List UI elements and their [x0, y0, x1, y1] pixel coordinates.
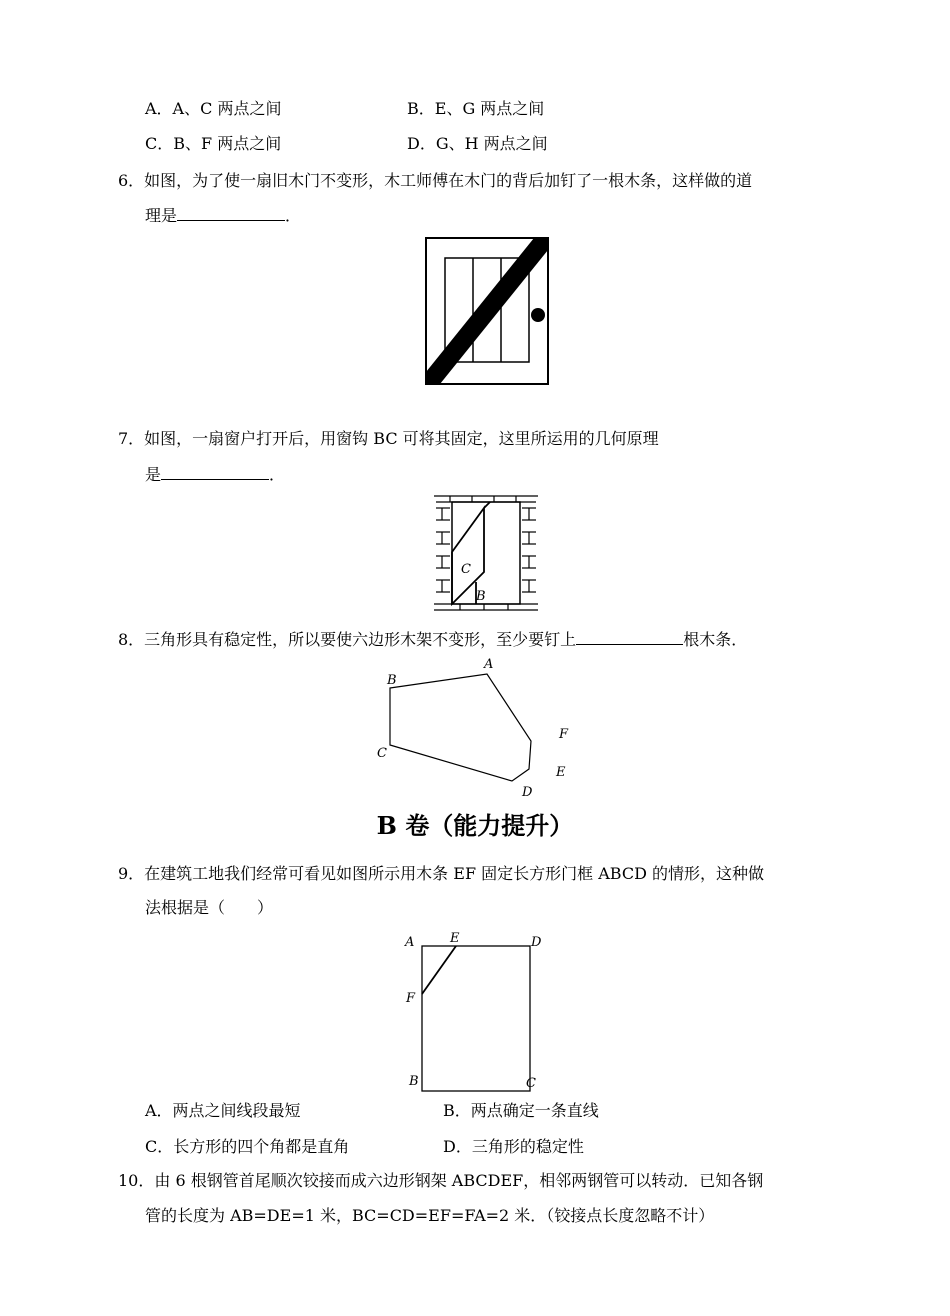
q7-question-text: 7．如图，一扇窗户打开后，用窗钩 BC 可将其固定，这里所运用的几何原理: [118, 429, 659, 448]
q9-question-text-2: 法根据是（ ）: [145, 898, 274, 917]
q8-label-b: B: [387, 673, 397, 688]
q9-option-d: D．三角形的稳定性: [443, 1137, 584, 1156]
q7-label-b: B: [476, 589, 486, 604]
window-opening: [452, 502, 520, 604]
q8-label-d: D: [522, 785, 533, 800]
q8-prefix: 8．三角形具有稳定性，所以要使六边形木架不变形，至少要钉上: [118, 630, 577, 649]
section-b-heading: B 卷（能力提升）: [376, 811, 574, 840]
q8-suffix: 根木条．: [683, 630, 748, 649]
q7-window-figure: [432, 494, 540, 614]
q6-answer-blank: [177, 206, 285, 221]
q9-label-a: A: [405, 935, 415, 950]
q7-prefix: 是: [145, 465, 162, 484]
q5-option-c: C．B、F 两点之间: [145, 134, 282, 153]
q9-label-f: F: [406, 991, 416, 1006]
q9-question-text: 9．在建筑工地我们经常可看见如图所示用木条 EF 固定长方形门框 ABCD 的情形，这种做: [118, 864, 764, 883]
q9-label-c: C: [526, 1076, 536, 1091]
q9-label-b: B: [409, 1074, 419, 1089]
q9-rectangle-figure: [400, 928, 560, 1093]
q7-answer-blank: [161, 465, 269, 480]
q8-label-e: E: [556, 765, 566, 780]
q10-question-text-2: 管的长度为 AB=DE=1 米，BC=CD=EF=FA=2 米．（铰接点长度忽略不计）: [145, 1206, 715, 1225]
q9-label-d: D: [531, 935, 542, 950]
q9-label-e: E: [450, 931, 460, 946]
q6-suffix: ．: [285, 206, 302, 225]
q6-prefix: 理是: [145, 206, 178, 225]
q8-hexagon-figure: [375, 655, 575, 805]
q9-option-c: C．长方形的四个角都是直角: [145, 1137, 350, 1156]
q5-option-b: B．E、G 两点之间: [407, 99, 545, 118]
q8-label-c: C: [377, 746, 387, 761]
q7-suffix: ．: [269, 465, 286, 484]
q5-option-d: D．G、H 两点之间: [407, 134, 548, 153]
q8-answer-blank: [576, 630, 683, 645]
q8-label-a: A: [484, 657, 494, 672]
q8-label-f: F: [559, 727, 569, 742]
brace-ef: [422, 946, 456, 994]
door-frame-abcd: [422, 946, 530, 1091]
q9-option-b: B．两点确定一条直线: [443, 1101, 599, 1120]
q7-label-c: C: [461, 562, 471, 577]
q8-question-line: [118, 630, 747, 650]
q10-question-text: 10．由 6 根钢管首尾顺次铰接而成六边形钢架 ABCDEF，相邻两钢管可以转动．已知各钢: [118, 1171, 764, 1190]
hexagon-frame: [390, 674, 531, 781]
q6-door-figure: [424, 236, 550, 386]
q7-answer-line: [145, 465, 285, 485]
door-knob: [531, 308, 545, 322]
q6-answer-line: [145, 206, 301, 226]
q6-question-text: 6．如图，为了使一扇旧木门不变形，木工师傅在木门的背后加钉了一根木条，这样做的道: [118, 171, 753, 190]
q9-option-a: A．两点之间线段最短: [145, 1101, 301, 1120]
q5-option-a: A．A、C 两点之间: [145, 99, 282, 118]
